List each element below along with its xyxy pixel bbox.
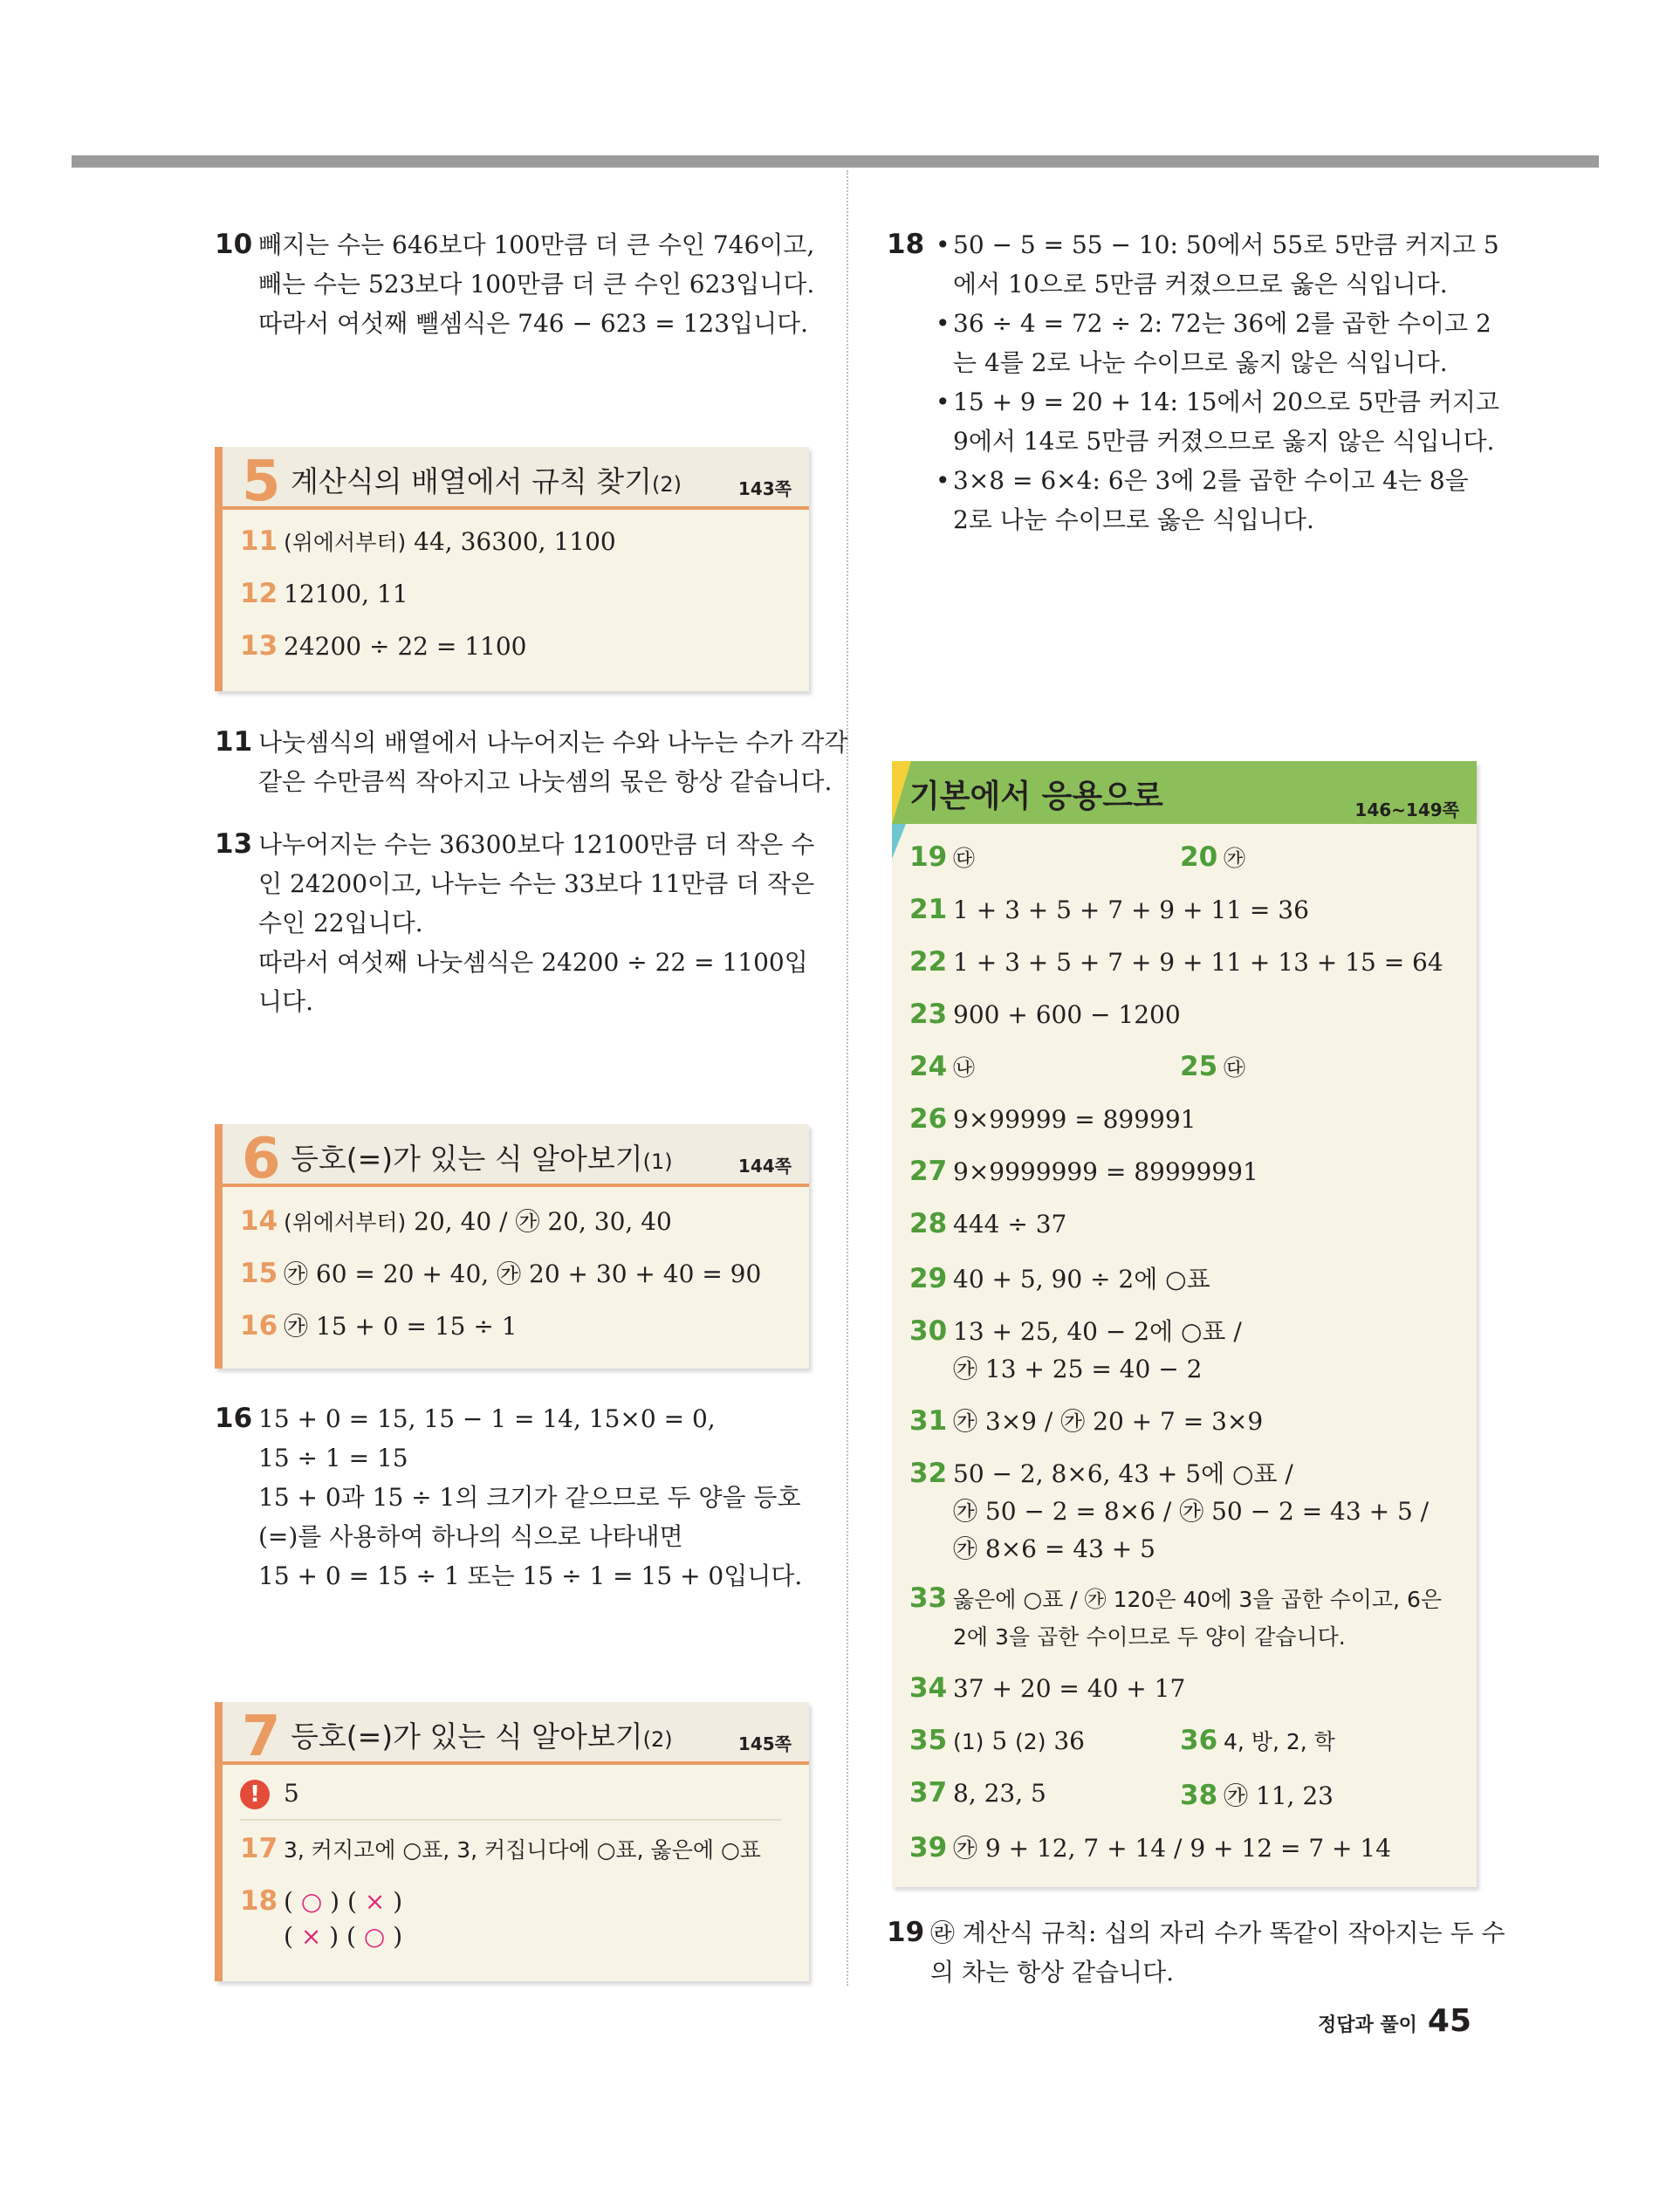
section-header bbox=[223, 447, 809, 514]
text-line: 나누어지는 수는 36300보다 12100만큼 더 작은 수 bbox=[258, 830, 815, 859]
item-number: 13 bbox=[215, 828, 253, 860]
explanation-16 bbox=[215, 1399, 802, 1596]
section-box-7 bbox=[215, 1702, 809, 1981]
text-line: 2로 나눈 수이므로 옳은 식입니다. bbox=[953, 505, 1314, 534]
item-number: 16 bbox=[215, 1403, 253, 1434]
answer-row: 25 ㉰ bbox=[1180, 1051, 1246, 1082]
explanation-10 bbox=[215, 225, 814, 343]
text-line: 니다. bbox=[258, 987, 313, 1016]
answer-row: 39 ㉮ 9 + 12, 7 + 14 / 9 + 12 = 7 + 14 bbox=[909, 1832, 1392, 1863]
section-box-5 bbox=[215, 447, 809, 691]
answer-row: 28 444 ÷ 37 bbox=[909, 1208, 1067, 1239]
answer-row: 12 12100, 11 bbox=[240, 578, 408, 609]
item-number: 11 bbox=[215, 726, 253, 758]
answer-row: 16 ㉮ 15 + 0 = 15 ÷ 1 bbox=[240, 1310, 518, 1342]
answer-row: 20 ㉮ bbox=[1180, 841, 1246, 873]
section-header bbox=[223, 1124, 809, 1191]
page-footer bbox=[1318, 2003, 1471, 2039]
text-line: 인 24200이고, 나누는 수는 33보다 11만큼 더 작은 bbox=[258, 869, 815, 898]
side-accent bbox=[892, 824, 906, 859]
page-reference: 145쪽 bbox=[737, 1733, 792, 1754]
answer-row: ㉮ 8×6 = 43 + 5 bbox=[953, 1534, 1155, 1563]
answer-row: 36 4, 방, 2, 학 bbox=[1180, 1725, 1335, 1756]
answer-row: 26 9×99999 = 899991 bbox=[909, 1103, 1197, 1135]
answer-row: 38 ㉮ 11, 23 bbox=[1180, 1780, 1334, 1811]
answer-row: ㉮ 50 − 2 = 8×6 / ㉮ 50 − 2 = 43 + 5 / bbox=[953, 1497, 1430, 1526]
section-subtitle: (1) bbox=[642, 1150, 673, 1174]
text-line: 수인 22입니다. bbox=[258, 909, 423, 937]
answer-row: 14 (위에서부터) 20, 40 / ㉮ 20, 30, 40 bbox=[240, 1205, 672, 1237]
text-line: 따라서 여섯째 뺄셈식은 746 − 623 = 123입니다. bbox=[258, 309, 809, 338]
answer-row: 18 ( ○ ) ( × ) bbox=[240, 1885, 403, 1917]
explanation-11 bbox=[215, 723, 848, 801]
text-line: 9에서 14로 5만큼 커졌으므로 옳지 않은 식입니다. bbox=[953, 427, 1495, 456]
answer-row: 27 9×9999999 = 89999991 bbox=[909, 1156, 1258, 1187]
text-line: 는 4를 2로 나눈 수이므로 옳지 않은 식입니다. bbox=[953, 348, 1448, 377]
footer-label: 정답과 풀이 bbox=[1318, 2014, 1417, 2036]
text-line: 빼는 수는 523보다 100만큼 더 큰 수인 623입니다. bbox=[258, 270, 815, 299]
text-line: (=)를 사용하여 하나의 식으로 나타내면 bbox=[258, 1522, 683, 1551]
answer-row: 37 8, 23, 5 bbox=[909, 1777, 1046, 1808]
section-number: 6 bbox=[242, 1127, 281, 1191]
section-header bbox=[223, 1702, 809, 1769]
text-line: 같은 수만큼씩 작아지고 나눗셈의 몫은 항상 같습니다. bbox=[258, 767, 833, 796]
page-reference: 143쪽 bbox=[737, 478, 792, 499]
text-line: 15 ÷ 1 = 15 bbox=[258, 1444, 408, 1472]
text-line: 15 + 0과 15 ÷ 1의 크기가 같으므로 두 양을 등호 bbox=[258, 1483, 801, 1512]
answer-row: 32 50 − 2, 8×6, 43 + 5에 ○표 / bbox=[909, 1458, 1293, 1489]
answer-row: 13 24200 ÷ 22 = 1100 bbox=[240, 630, 527, 662]
section-title: 등호(=)가 있는 식 알아보기 bbox=[291, 1142, 643, 1176]
text-line: 15 + 0 = 15 ÷ 1 또는 15 ÷ 1 = 15 + 0입니다. bbox=[258, 1561, 803, 1590]
section-title: 계산식의 배열에서 규칙 찾기 bbox=[291, 464, 653, 498]
answer-row: 31 ㉮ 3×9 / ㉮ 20 + 7 = 3×9 bbox=[909, 1405, 1264, 1437]
answer-row: 33 옳은에 ○표 / ㉮ 120은 40에 3을 곱한 수이고, 6은 bbox=[909, 1582, 1442, 1614]
top-rule bbox=[72, 155, 1599, 168]
bullet-line: • 50 − 5 = 55 − 10: 50에서 55로 5만큼 커지고 5 bbox=[930, 225, 1499, 264]
bullet-line: • 3×8 = 6×4: 6은 3에 2를 곱한 수이고 4는 8을 bbox=[930, 461, 1499, 500]
answer-row: 29 40 + 5, 90 ÷ 2에 ○표 bbox=[909, 1263, 1210, 1294]
section-number: 7 bbox=[242, 1705, 281, 1769]
exclamation-icon: ! bbox=[240, 1780, 270, 1809]
page-reference: 146~149쪽 bbox=[1354, 800, 1459, 820]
answer-row: 35 (1) 5 (2) 36 bbox=[909, 1725, 1085, 1756]
answer-row: 19 ㉰ bbox=[909, 841, 976, 873]
bullet-line: • 15 + 9 = 20 + 14: 15에서 20으로 5만큼 커지고 bbox=[930, 382, 1499, 422]
answer-row: ! 5 bbox=[240, 1779, 299, 1809]
section-subtitle: (2) bbox=[642, 1727, 673, 1752]
section-header bbox=[892, 761, 1477, 824]
explanation-19 bbox=[887, 1913, 1505, 1992]
text-line: 나눗셈식의 배열에서 나누어지는 수와 나누는 수가 각각 bbox=[258, 728, 848, 757]
section-title: 기본에서 응용으로 bbox=[909, 779, 1163, 814]
section-box-6 bbox=[215, 1124, 809, 1369]
answer-row: 21 1 + 3 + 5 + 7 + 9 + 11 = 36 bbox=[909, 894, 1309, 925]
row-divider bbox=[240, 1819, 781, 1821]
answer-row: ( × ) ( ○ ) bbox=[284, 1922, 403, 1951]
header-accent bbox=[892, 761, 911, 824]
answer-row: 15 ㉮ 60 = 20 + 40, ㉮ 20 + 30 + 40 = 90 bbox=[240, 1258, 762, 1289]
text-line: ㉱ 계산식 규칙: 십의 자리 수가 똑같이 작아지는 두 수 bbox=[930, 1918, 1505, 1947]
explanation-13 bbox=[215, 825, 814, 1021]
column-divider bbox=[847, 170, 848, 1986]
page-number: 45 bbox=[1427, 2003, 1472, 2039]
answer-row: 22 1 + 3 + 5 + 7 + 9 + 11 + 13 + 15 = 64 bbox=[909, 946, 1443, 978]
item-number: 19 bbox=[887, 1917, 925, 1948]
answer-row: 23 900 + 600 − 1200 bbox=[909, 999, 1181, 1030]
text-line: 의 차는 항상 같습니다. bbox=[930, 1958, 1175, 1987]
item-number: 10 bbox=[215, 229, 253, 260]
answer-row: ㉮ 13 + 25 = 40 − 2 bbox=[953, 1355, 1203, 1383]
text-line: 따라서 여섯째 나눗셈식은 24200 ÷ 22 = 1100입 bbox=[258, 948, 808, 977]
bullet-line: • 36 ÷ 4 = 72 ÷ 2: 72는 36에 2를 곱한 수이고 2 bbox=[930, 304, 1499, 343]
answer-row: 34 37 + 20 = 40 + 17 bbox=[909, 1672, 1186, 1704]
basic-to-applied-box bbox=[892, 761, 1477, 1887]
text-line: 15 + 0 = 15, 15 − 1 = 14, 15×0 = 0, bbox=[258, 1404, 716, 1433]
item-number: 18 bbox=[887, 229, 925, 260]
answer-row: 11 (위에서부터) 44, 36300, 1100 bbox=[240, 525, 616, 557]
section-subtitle: (2) bbox=[652, 472, 682, 497]
answer-row: 30 13 + 25, 40 − 2에 ○표 / bbox=[909, 1315, 1242, 1347]
explanation-18 bbox=[887, 225, 1499, 539]
page-reference: 144쪽 bbox=[737, 1156, 792, 1177]
answer-row: 2에 3을 곱한 수이므로 두 양이 같습니다. bbox=[953, 1624, 1346, 1650]
section-title: 등호(=)가 있는 식 알아보기 bbox=[291, 1719, 643, 1753]
text-line: 에서 10으로 5만큼 커졌으므로 옳은 식입니다. bbox=[953, 270, 1448, 299]
answer-row: 24 ㉯ bbox=[909, 1051, 976, 1082]
text-line: 빼지는 수는 646보다 100만큼 더 큰 수인 746이고, bbox=[258, 230, 815, 259]
section-number: 5 bbox=[242, 450, 281, 514]
answer-row: 17 3, 커지고에 ○표, 3, 커집니다에 ○표, 옳은에 ○표 bbox=[240, 1833, 761, 1864]
